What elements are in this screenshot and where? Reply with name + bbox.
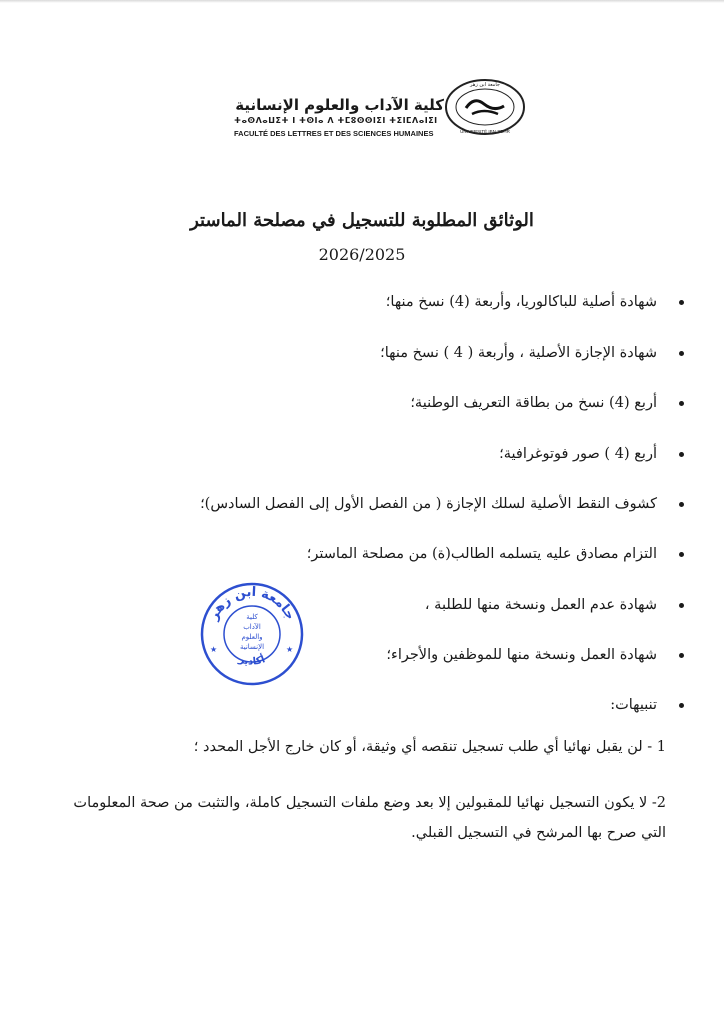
scan-edge bbox=[0, 0, 724, 3]
list-item: أربع (4 ) صور فوتوغرافية؛ bbox=[499, 446, 684, 462]
stamp-center-line: الإنسانية bbox=[239, 643, 265, 651]
stamp-center-line: كلية bbox=[246, 613, 258, 621]
list-item: شهادة العمل ونسخة منها للموظفين والأجراء؛ bbox=[386, 647, 684, 663]
faculty-name-french: FACULTÉ DES LETTRES ET DES SCIENCES HUMAINES bbox=[234, 129, 434, 138]
bullet-icon bbox=[679, 502, 684, 507]
faculty-stamp bbox=[198, 580, 306, 688]
note-1: 1 - لن يقبل نهائيا أي طلب تسجيل تنقصه أي وثيقة، أو كان خارج الأجل المحدد ؛ bbox=[193, 739, 666, 755]
logo-ring-text: جامعة ابن زهر bbox=[470, 82, 500, 88]
faculty-name-tifinagh: ⵜⴰⵙⴷⴰⵡⵉⵜ ⵏ ⵜⵙⵏⴰ ⴷ ⵜⵎⵓⵙⵙⵏⵉⵏ ⵜⵉⵏⵎⴷⴰⵏⵉⵏ bbox=[234, 116, 438, 125]
list-item: شهادة عدم العمل ونسخة منها للطلبة ، bbox=[425, 597, 684, 613]
bullet-icon bbox=[679, 603, 684, 608]
list-item: التزام مصادق عليه يتسلمه الطالب(ة) من مصلحة الماستر؛ bbox=[307, 546, 684, 562]
list-item: شهادة الإجازة الأصلية ، وأربعة ( 4 ) نسخ منها؛ bbox=[380, 345, 684, 361]
page-title: الوثائق المطلوبة للتسجيل في مصلحة الماستر bbox=[190, 210, 534, 231]
stamp-center-line: والعلوم bbox=[241, 633, 263, 641]
university-logo bbox=[444, 78, 526, 136]
faculty-name-arabic: كلية الآداب والعلوم الإنسانية bbox=[235, 96, 444, 114]
bullet-icon bbox=[679, 703, 684, 708]
academic-year: 2026/2025 bbox=[318, 245, 406, 264]
stamp-star-icon: ★ bbox=[210, 645, 218, 654]
list-item: كشوف النقط الأصلية لسلك الإجازة ( من الفصل الأول إلى الفصل السادس)؛ bbox=[200, 496, 684, 512]
stamp-star-icon: ★ bbox=[286, 645, 294, 654]
list-item: أربع (4) نسخ من بطاقة التعريف الوطنية؛ bbox=[410, 395, 684, 411]
bullet-icon bbox=[679, 653, 684, 658]
stamp-ring-top: جامعة ابن زهر bbox=[206, 584, 298, 623]
stamp-ring-bottom: أكادير bbox=[237, 654, 267, 668]
stamp-center-line: الآداب bbox=[243, 623, 261, 631]
bullet-icon bbox=[679, 401, 684, 406]
list-item: تنبيهات: bbox=[610, 697, 684, 713]
bullet-icon bbox=[679, 452, 684, 457]
bullet-icon bbox=[679, 300, 684, 305]
bullet-icon bbox=[679, 552, 684, 557]
svg-text:أكادير bbox=[236, 652, 266, 667]
logo-ring-text-latin: UNIVERSITÉ IBN ZOHR bbox=[460, 129, 510, 134]
bullet-icon bbox=[679, 351, 684, 356]
note-2: 2- لا يكون التسجيل نهائيا للمقبولين إلا بعد وضع ملفات التسجيل كاملة، والتثبت من صحة المعلومات التي صرح بها المرشح في التسجيل القبلي. bbox=[73, 795, 666, 841]
list-item: شهادة أصلية للباكالوريا، وأربعة (4) نسخ منها؛ bbox=[386, 294, 684, 310]
